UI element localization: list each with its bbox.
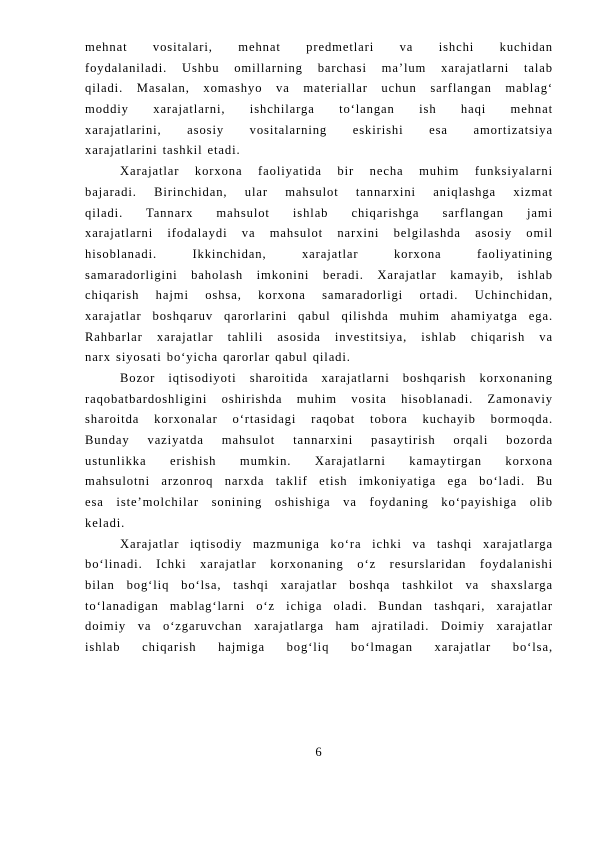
text-line: Xarajatlar korxona faoliyatida bir necha muhim funksiyalarni [120,164,553,179]
page-number: 6 [315,745,322,759]
text-line: bilan bog‘liq bo‘lsa, tashqi xarajatlar boshqa tashkilot va shaxslarga [85,577,553,592]
text-line: sharoitda korxonalar o‘rtasidagi raqobat tobora kuchayib bormoqda. [85,412,553,427]
text-line: xarajatlar boshqaruv qarorlarini qabul qilishda muhim ahamiyatga ega. [85,308,553,323]
text-line: chiqarish hajmi oshsa, korxona samaradorligi ortadi. Uchinchidan, [85,288,553,303]
text-line: mehnat vositalari, mehnat predmetlari va ishchi kuchidan [85,40,553,54]
text-line: qiladi. Tannarx mahsulot ishlab chiqarishga sarflangan jami [85,205,553,220]
text-line: foydalaniladi. Ushbu omillarning barchasi ma’lum xarajatlarni talab [85,60,553,75]
body-text [85,37,553,658]
text-line: Bozor iqtisodiyoti sharoitida xarajatlarni boshqarish korxonaning [120,371,553,385]
text-line: qiladi. Masalan, xomashyo va materiallar uchun sarflangan mablag‘ [85,81,553,96]
text-line: xarajatlarini, asosiy vositalarning eskirishi esa amortizatsiya [85,122,553,137]
text-line: samaradorligini baholash imkonini beradi. Xarajatlar kamayib, ishlab [85,267,553,282]
text-line: ustunlikka erishish mumkin. Xarajatlarni kamaytirgan korxona [85,453,553,468]
text-line: raqobatbardoshligini oshirishda muhim vosita hisoblanadi. Zamonaviy [85,391,553,406]
text-line: doimiy va o‘zgaruvchan xarajatlarga ham ajratiladi. Doimiy xarajatlar [85,619,553,634]
text-line: hisoblanadi. Ikkinchidan, xarajatlar korxona faoliyatining [85,246,553,261]
text-line: Rahbarlar xarajatlar tahlili asosida investitsiya, ishlab chiqarish va [85,329,553,344]
text-line: xarajatlarni ifodalaydi va mahsulot narxini belgilashda asosiy omil [85,226,553,241]
text-line: moddiy xarajatlarni, ishchilarga to‘langan ish haqi mehnat [85,102,553,117]
text-line: to‘lanadigan mablag‘larni o‘z ichiga oladi. Bundan tashqari, xarajatlar [85,598,553,613]
text-line: Xarajatlar iqtisodiy mazmuniga ko‘ra ichki va tashqi xarajatlarga [120,536,553,551]
text-line: xarajatlarini tashkil etadi. [85,143,241,158]
text-line: esa iste’molchilar sonining oshishiga va foydaning ko‘payishiga olib [85,495,553,510]
text-line: Bunday vaziyatda mahsulot tannarxini pasaytirish orqali bozorda [85,433,553,448]
text-line: mahsulotni arzonroq narxda taklif etish imkoniyatiga ega bo‘ladi. Bu [85,474,553,489]
text-line: bo‘linadi. Ichki xarajatlar korxonaning o‘z resurslaridan foydalanishi [85,557,553,572]
text-line: bajaradi. Birinchidan, ular mahsulot tannarxini aniqlashga xizmat [85,184,553,199]
text-line: narx siyosati bo‘yicha qarorlar qabul qiladi. [85,350,351,365]
text-line: ishlab chiqarish hajmiga bog‘liq bo‘lmagan xarajatlar bo‘lsa, [85,639,553,654]
text-line: keladi. [85,515,126,530]
